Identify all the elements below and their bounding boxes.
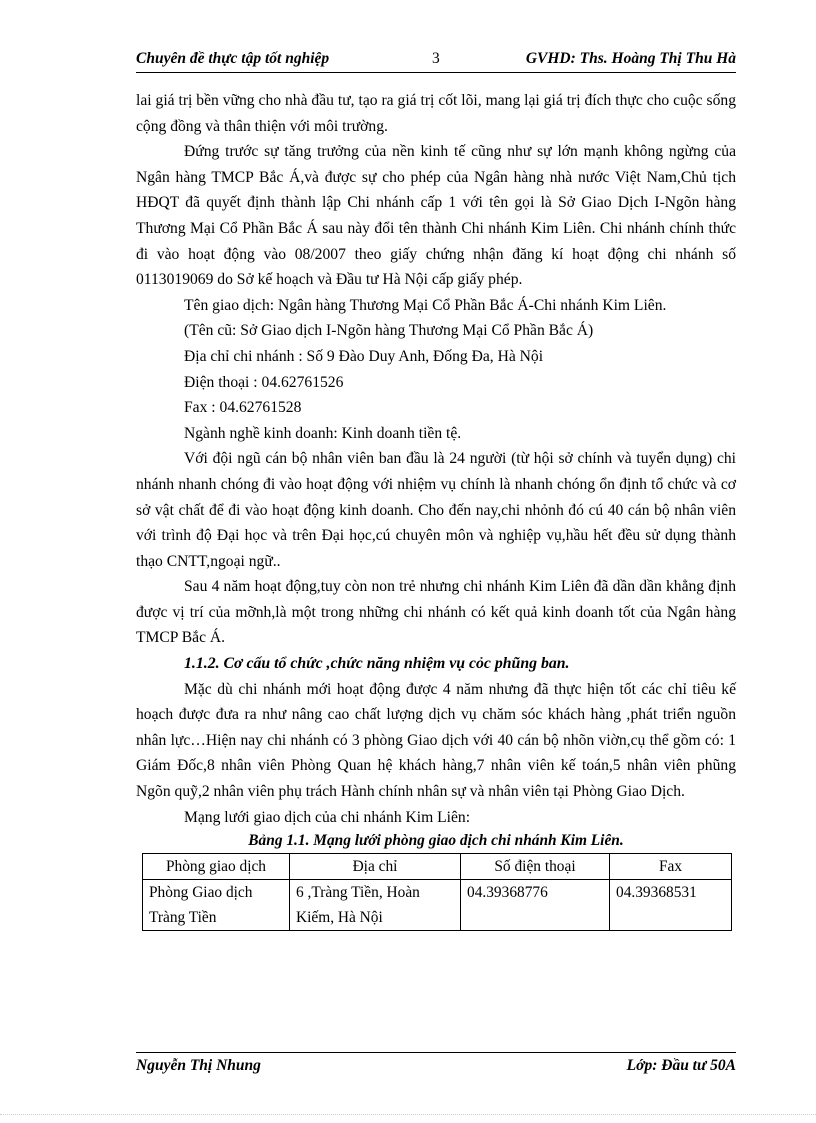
page-header — [136, 46, 736, 73]
table-cell: Phòng Giao dịch Tràng Tiền — [143, 880, 290, 931]
table-cell: 04.39368531 — [610, 880, 732, 931]
table-row — [143, 880, 732, 931]
info-line: Ngành nghề kinh doanh: Kinh doanh tiền tệ. — [184, 424, 462, 442]
paragraph: Mặc dù chi nhánh mới hoạt động được 4 năm nhưng đã thực hiện tốt các chỉ tiêu kế hoạch được đưa ra như nâng cao chất lượng dịch vụ chăm sóc khách hàng ,phát triển nguồn nhân lực…Hiện nay chi nhánh có 3 phòng Giao dịch với 40 cán bộ nhõn viờn,cụ thể gồm có: 1 Giám Đốc,8 nhân viên Phòng Quan hệ khách hàng,7 nhân viên kế toán,5 nhân viên phũng Ngõn quỹ,2 nhân viên phụ trách Hành chính nhân sự và nhân viên tại Phòng Giao Dịch. — [136, 680, 736, 801]
info-line: (Tên cũ: Sở Giao dịch I-Ngõn hàng Thương Mại Cổ Phần Bắc Á) — [184, 322, 594, 340]
info-line: Địa chỉ chi nhánh : Số 9 Đào Duy Anh, Đống Đa, Hà Nội — [184, 347, 544, 365]
footer-class: Lớp: Đầu tư 50A — [626, 1057, 736, 1074]
paragraph: Sau 4 năm hoạt động,tuy còn non trẻ nhưng chi nhánh Kim Liên đã dần dần khẳng định được vị trí của mỡnh,là một trong những chi nhánh có kết quả kinh doanh tốt của Ngân hàng TMCP Bắc Á. — [136, 578, 736, 647]
info-line: Fax : 04.62761528 — [184, 399, 302, 417]
info-line: Điện thoại : 04.62761526 — [184, 373, 344, 391]
table-header-cell: Số điện thoại — [461, 854, 610, 880]
table-header-cell: Địa chỉ — [290, 854, 461, 880]
document-body — [136, 88, 736, 931]
page-footer — [136, 1052, 736, 1077]
section-heading: 1.1.2. Cơ cấu tổ chức ,chức năng nhiệm vụ cỏc phũng ban. — [184, 655, 570, 673]
paragraph: Với đội ngũ cán bộ nhân viên ban đầu là 24 người (từ hội sở chính và tuyển dụng) chi nhánh nhanh chóng đi vào hoạt động với nhiệm vụ chính là nhanh chóng ổn định tổ chức và cơ sở vật chất để đi vào hoạt động kinh doanh. Cho đến nay,chi nhỏnh đó cú 40 cán bộ nhân viên với trình độ Đại học và trên Đại học,cú chuyên môn và nghiệp vụ,hầu hết đều sử dụng thành thạo CNTT,ngoại ngữ.. — [136, 450, 736, 570]
paragraph: lai giá trị bền vững cho nhà đầu tư, tạo ra giá trị cốt lõi, mang lại giá trị đích thực cho cuộc sống cộng đồng và thân thiện với môi trường. — [136, 92, 736, 135]
info-line: Tên giao dịch: Ngân hàng Thương Mại Cổ Phần Bắc Á-Chi nhánh Kim Liên. — [184, 296, 667, 314]
table-header-row — [143, 854, 732, 880]
table-caption: Bảng 1.1. Mạng lưới phòng giao dịch chi nhánh Kim Liên. — [248, 832, 624, 850]
paragraph: Mạng lưới giao dịch của chi nhánh Kim Liên: — [184, 808, 471, 826]
header-supervisor: GVHD: Ths. Hoàng Thị Thu Hà — [525, 50, 736, 67]
paragraph: Đứng trước sự tăng trưởng của nền kinh tế cũng như sự lớn mạnh không ngừng của Ngân hàng TMCP Bắc Á,và được sự cho phép của Ngân hàng nhà nước Việt Nam,Chủ tịch HĐQT đã quyết định thành lập Chi nhánh cấp 1 với tên gọi là Sở Giao Dịch I-Ngõn hàng Thương Mại Cổ Phần Bắc Á sau này đổi tên thành Chi nhánh Kim Liên. Chi nhánh chính thức đi vào hoạt động vào 08/2007 theo giấy chứng nhận đăng kí hoạt động chi nhánh số 0113019069 do Sở kế hoạch và Đầu tư Hà Nội cấp giấy phép. — [136, 143, 736, 289]
table-header-cell: Phòng giao dịch — [143, 854, 290, 880]
branch-table — [142, 853, 732, 931]
table-header-cell: Fax — [610, 854, 732, 880]
header-title: Chuyên đề thực tập tốt nghiệp — [136, 50, 330, 67]
page-bottom-divider — [0, 1114, 816, 1115]
page-number: 3 — [432, 50, 440, 67]
table-cell: 04.39368776 — [461, 880, 610, 931]
table-cell: 6 ,Tràng Tiền, Hoàn Kiếm, Hà Nội — [290, 880, 461, 931]
footer-author: Nguyễn Thị Nhung — [136, 1057, 261, 1074]
